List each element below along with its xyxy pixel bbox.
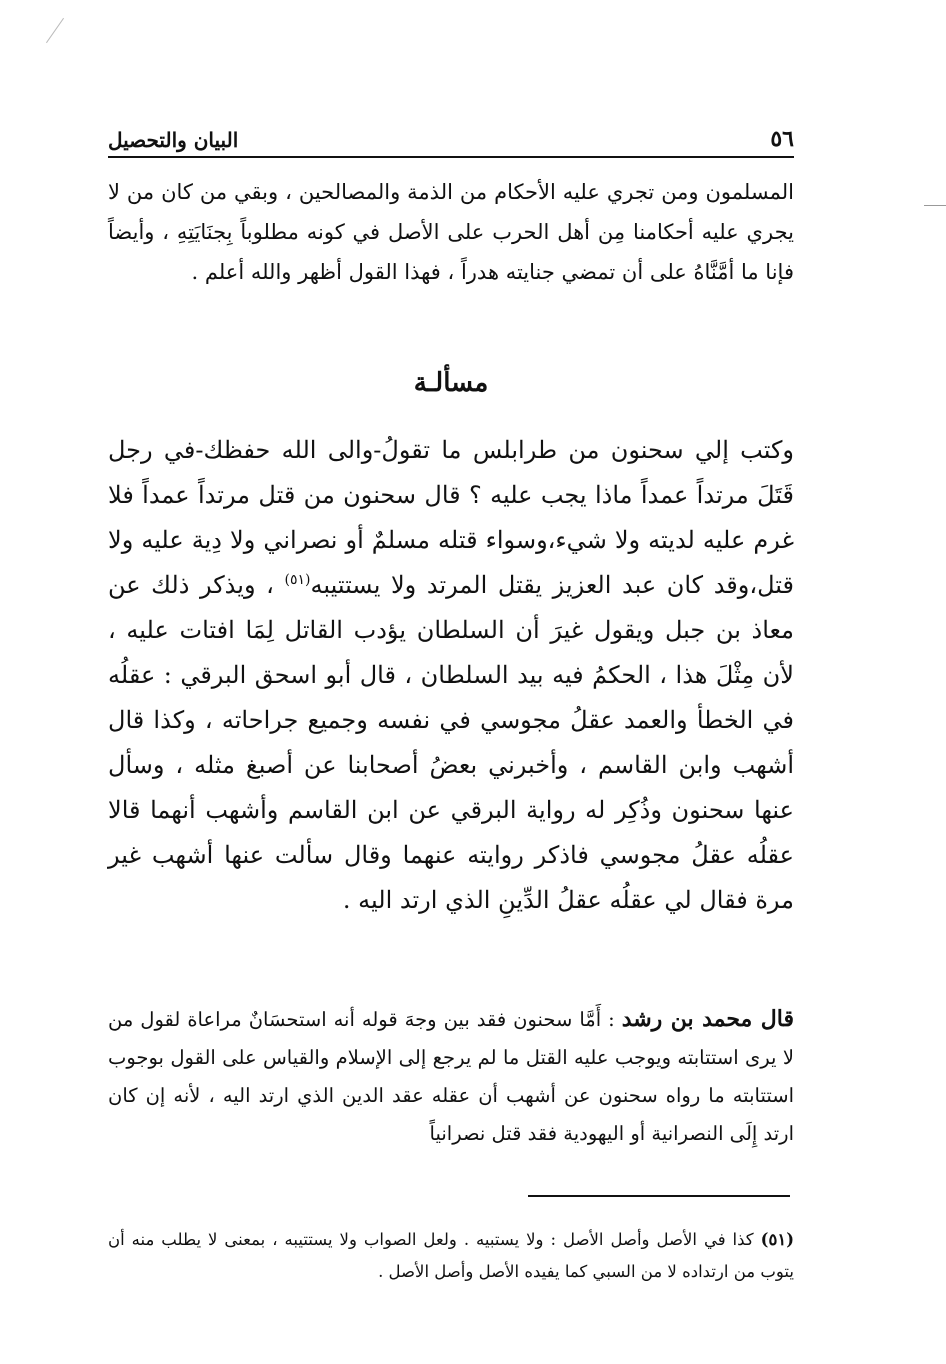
intro-text: المسلمون ومن تجري عليه الأحكام من الذمة والمصالحين ، وبقي من كان من لا يجري عليه أحكامنا مِن أهل الحرب على الأصل في كونه مطلوباً بِجنَايَتِهِ ، وأيضاً فإنا ما أمَّنَّاهُ على أن تمضي جنايته هدراً ، فهذا القول أظهر والله أعلم . <box>108 180 794 284</box>
commentary-text: : أَمَّا سحنون فقد بين وجهَ قوله أنه استحسَانٌ مراعاة لقول من لا يرى استتابته ويوجب عليه القتل ما لم يرجع إلى الإسلام والقياس على القول بوجوب استتابته ما رواه سحنون عن أشهب أن عقله عقد الدين الذي ارتد اليه ، لأنه إن كان ارتد إِلَى النصرانية أو اليهودية فقد قتل نصرانياً <box>108 1008 794 1145</box>
commentary-author: قال محمد بن رشد <box>621 1006 794 1032</box>
section-heading: مسألـة <box>413 368 489 398</box>
footnote-number: (٥١) <box>760 1230 794 1249</box>
commentary-paragraph <box>108 1000 794 1153</box>
page-edge-mark <box>924 205 946 206</box>
question-paragraph <box>108 428 794 923</box>
footnote-text: كذا في الأصل وأصل الأصل : ولا يستبيه . ولعل الصواب ولا يستتيبه ، بمعنى لا يطلب منه أن يتوب من ارتداده لا من السبي كما يفيده الأصل وأصل الأصل . <box>108 1230 794 1281</box>
question-body <box>108 428 794 923</box>
question-text: وكتب إلي سحنون من طرابلس ما تقولُ-والى الله حفظك-في رجل قَتَلَ مرتداً عمداً ماذا يجب عليه ؟ قال سحنون من قتل مرتداً عمداً فلا غرم عليه لديته ولا شيء،وسواء قتله مسلمٌ أو نصراني ولا دِية عليه ولا قتل،وقد كان عبد العزيز يقتل المرتد ولا يستتيبه <box>108 436 794 599</box>
footnote-reference[interactable]: (٥١) <box>284 572 311 588</box>
page-header <box>108 112 794 158</box>
footnote <box>108 1224 794 1288</box>
question-text-continued: ، ويذكر ذلك عن معاذ بن جبل ويقول غيرَ أن السلطان يؤدب القاتل لِمَا افتات عليه ، لأن مِثْلَ هذا ، الحكمُ فيه بيد السلطان ، قال أبو اسحق البرقي : عقلُه في الخطأ والعمد عقلُ مجوسي في نفسه وجميع جراحاته ، وكذا قال أشهب وابن القاسم ، وأخبرني بعضُ أصحابنا عن أصبغ مثله ، وسأل عنها سحنون وذُكِر له رواية البرقي عن ابن القاسم وأشهب أنهما قالا عقلُه عقلُ مجوسي فاذكر روايته عنهما وقال سألت عنها أشهب غير مرة فقال لي عقلُه عقلُ الدِّينِ الذي ارتد اليه . <box>108 571 794 914</box>
commentary-body <box>108 1000 794 1153</box>
footnote-divider <box>528 1195 790 1197</box>
scan-artifact-mark <box>46 18 64 43</box>
footnotes-section <box>108 1224 794 1288</box>
intro-paragraph <box>108 172 794 292</box>
page-number: ٥٦ <box>770 126 794 152</box>
running-title: البيان والتحصيل <box>108 128 239 152</box>
